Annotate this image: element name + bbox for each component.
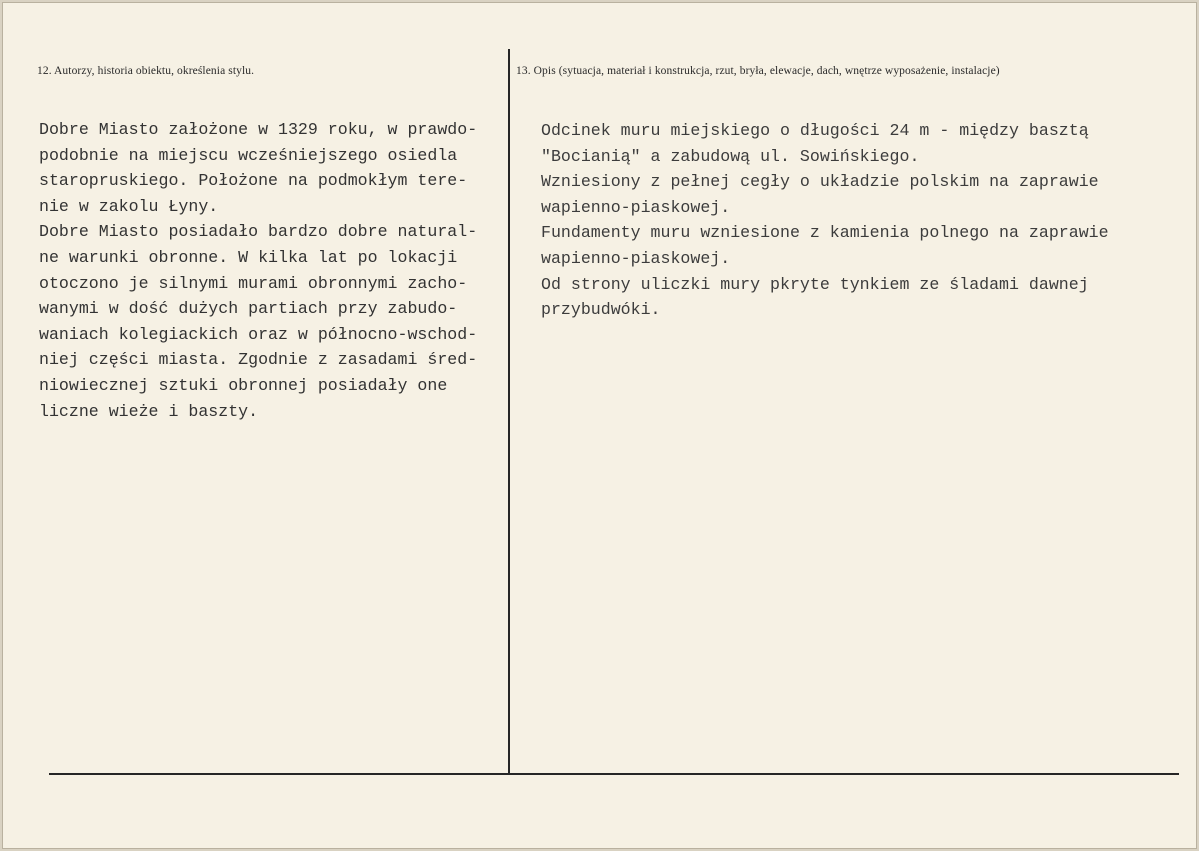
history-line: podobnie na miejscu wcześniejszego osiedla <box>39 145 458 165</box>
description-line: Fundamenty muru wzniesione z kamienia polnego na zaprawie <box>541 223 1109 243</box>
history-text <box>39 117 504 424</box>
description-line: Wzniesiony z pełnej cegły o układzie polskim na zaprawie <box>541 172 1099 192</box>
history-line: otoczono je silnymi murami obronnymi zacho- <box>39 273 468 293</box>
description-line: wapienno-piaskowej. <box>541 197 731 217</box>
description-line: przybudwóki. <box>541 300 661 320</box>
history-line: Dobre Miasto założone w 1329 roku, w prawdo- <box>39 120 478 139</box>
section-13-heading: 13. Opis (sytuacja, materiał i konstrukcja, rzut, bryła, elewacje, dach, wnętrze wyposażenie, instalacje) <box>516 65 1000 77</box>
section-12-heading: 12. Autorzy, historia obiektu, określenia stylu. <box>37 65 255 77</box>
bottom-rule <box>49 773 1179 775</box>
history-line: liczne wieże i baszty. <box>39 401 259 421</box>
history-line: niej części miasta. Zgodnie z zasadami śred- <box>39 350 478 370</box>
history-line: waniach kolegiackich oraz w północno-wschod- <box>39 324 478 344</box>
column-divider <box>508 49 510 773</box>
history-line: niowiecznej sztuki obronnej posiadały one <box>39 375 448 395</box>
inventory-card <box>2 2 1197 849</box>
history-line: Dobre Miasto posiadało bardzo dobre natural- <box>39 222 478 242</box>
description-text <box>541 118 1161 323</box>
history-line: nie w zakolu Łyny. <box>39 196 219 216</box>
description-line: Odcinek muru miejskiego o długości 24 m - między basztą <box>541 121 1089 140</box>
history-line: staropruskiego. Położone na podmokłym tere- <box>39 171 468 191</box>
description-line: "Bocianią" a zabudową ul. Sowińskiego. <box>541 146 920 166</box>
history-line: ne warunki obronne. W kilka lat po lokacji <box>39 247 458 267</box>
description-line: Od strony uliczki mury pkryte tynkiem ze śladami dawnej <box>541 274 1089 294</box>
description-line: wapienno-piaskowej. <box>541 248 731 268</box>
history-line: wanymi w dość dużych partiach przy zabudo- <box>39 299 458 319</box>
